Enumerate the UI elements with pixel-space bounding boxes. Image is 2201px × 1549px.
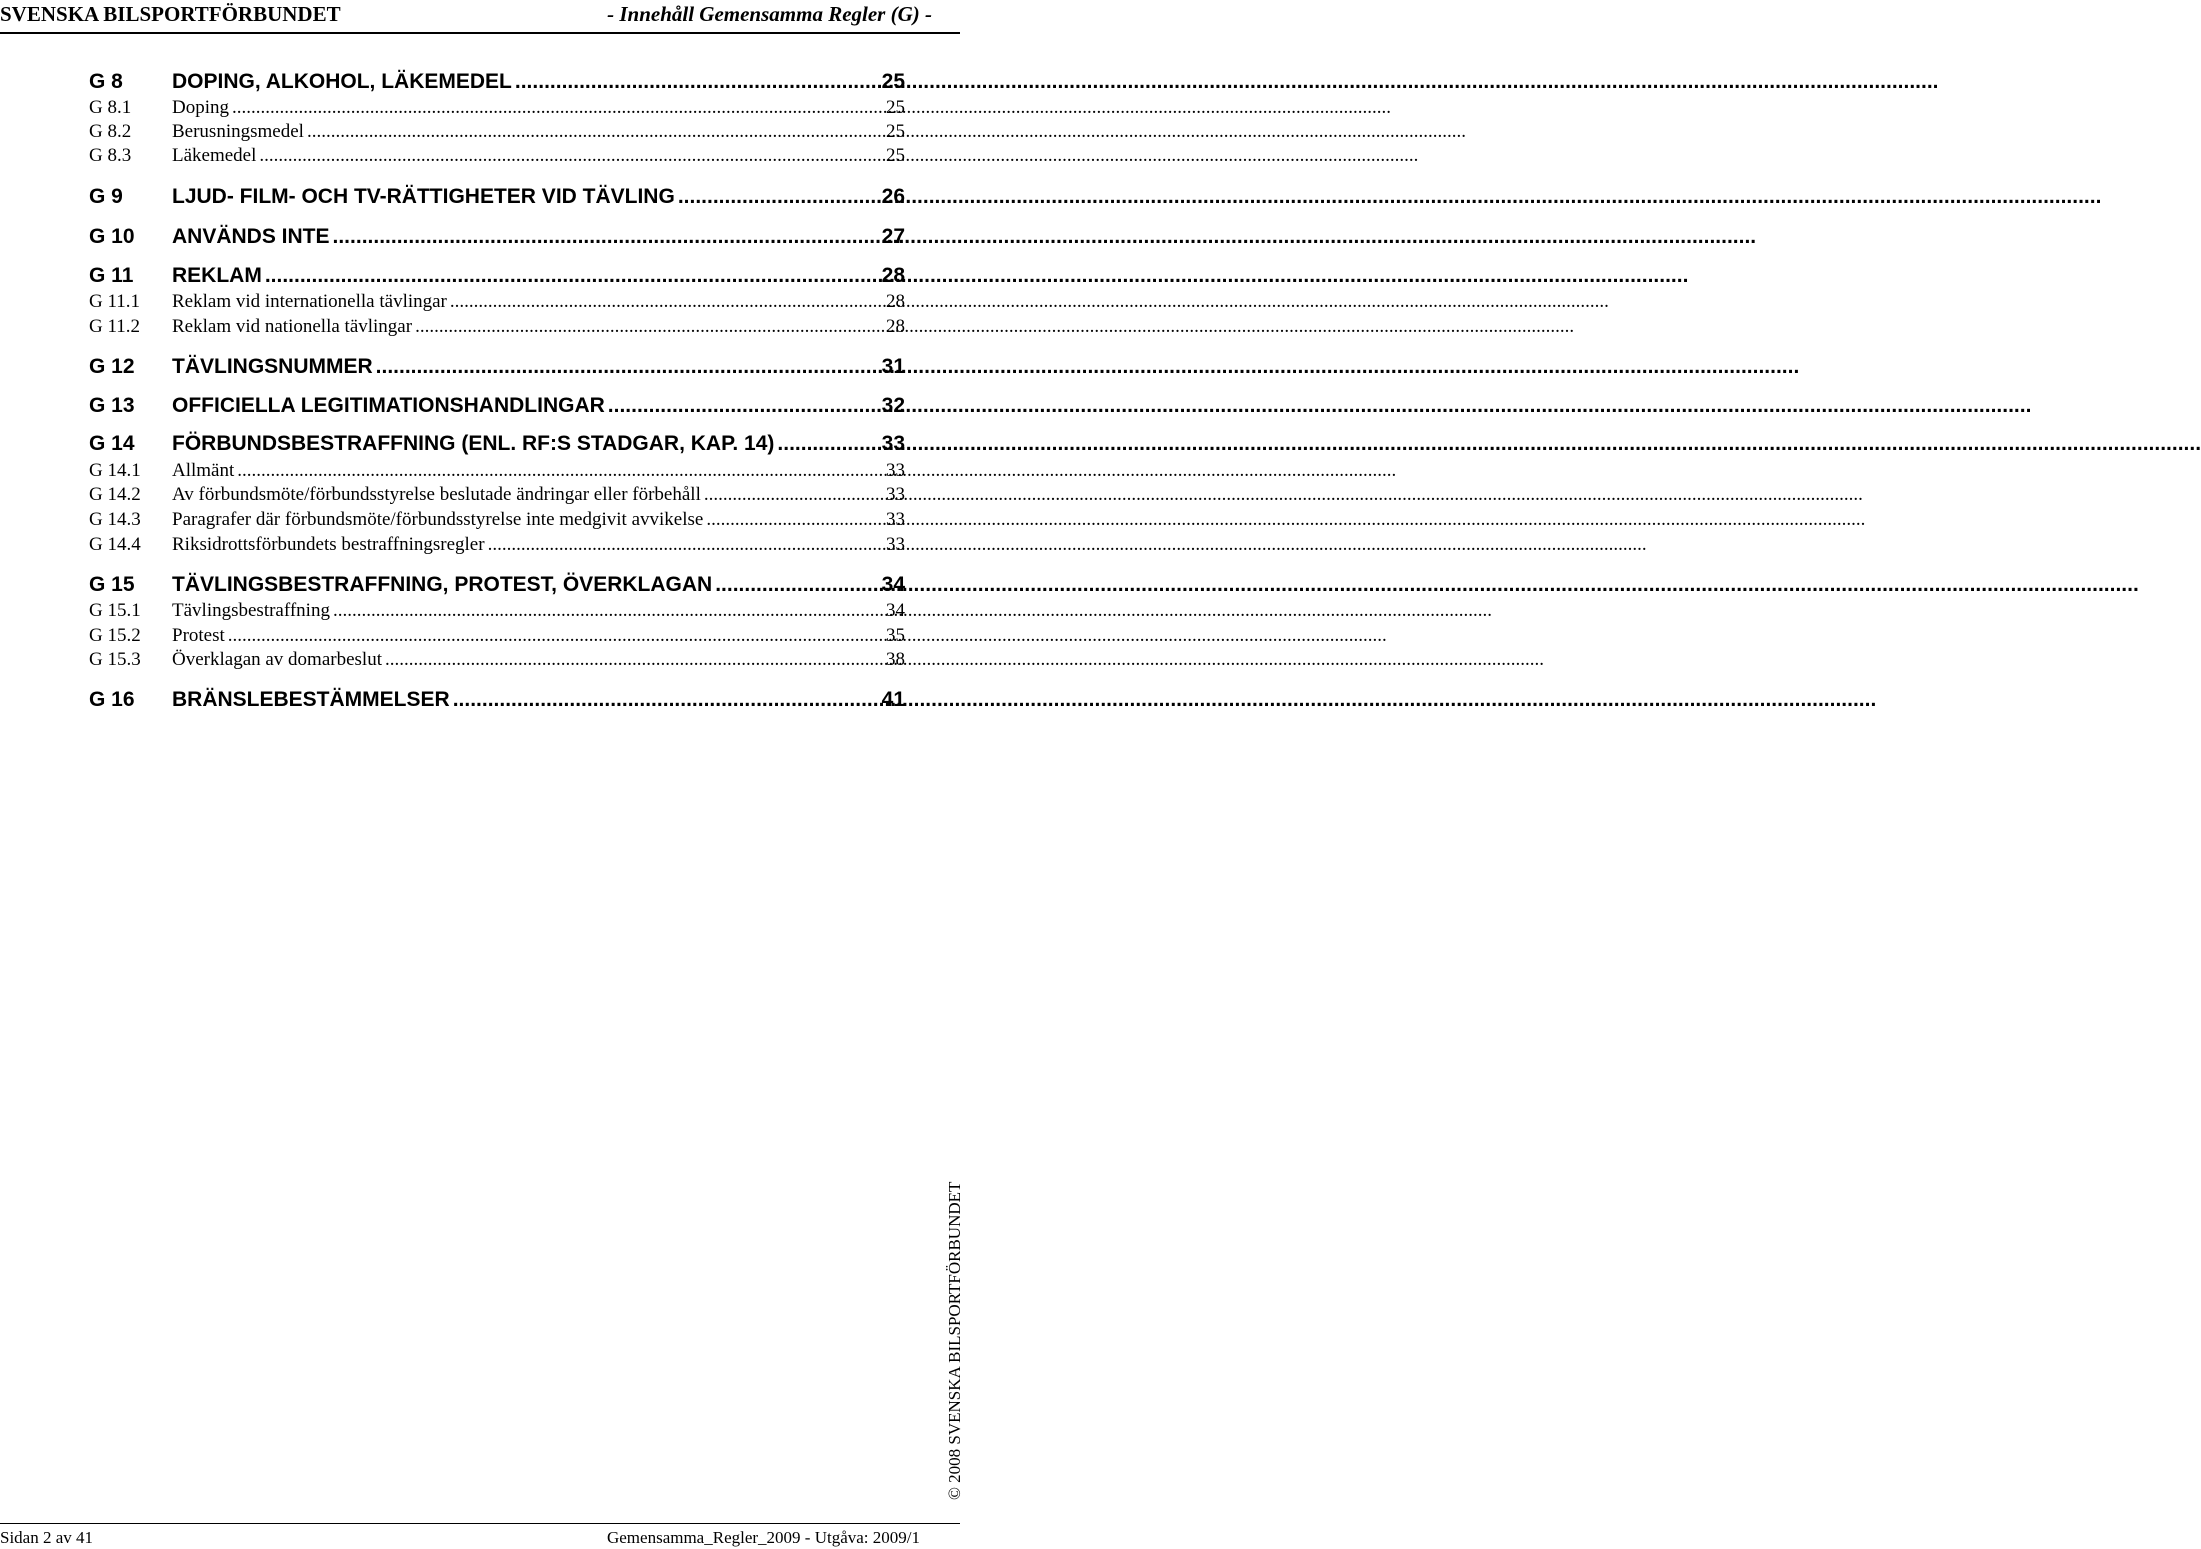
toc-entry-page: 41 (881, 688, 905, 711)
toc-leader-dots (777, 432, 878, 456)
toc-entry-page: 33 (886, 509, 905, 530)
toc-entry[interactable] (89, 97, 905, 119)
toc-entry[interactable] (89, 484, 905, 506)
toc-entry-page: 25 (886, 97, 905, 118)
toc-entry-number: G 14 (89, 432, 135, 455)
toc-leader-dots (453, 688, 879, 712)
header-section-title: - Innehåll Gemensamma Regler (G) - (607, 2, 932, 26)
toc-entry-number: G 15 (89, 573, 135, 596)
toc-entry-page: 33 (886, 534, 905, 555)
toc-entry[interactable] (89, 509, 905, 531)
toc-entry-page: 33 (881, 432, 905, 455)
toc-leader-dots (307, 121, 883, 143)
toc-entry-title: REKLAM (172, 264, 262, 287)
toc-entry[interactable] (89, 291, 905, 313)
toc-entry-title: DOPING, ALKOHOL, LÄKEMEDEL (172, 70, 512, 93)
header-organization: SVENSKA BILSPORTFÖRBUNDET (0, 2, 341, 26)
toc-entry-page: 34 (886, 600, 905, 621)
toc-entry-page: 28 (881, 264, 905, 287)
toc-entry-number: G 8 (89, 70, 123, 93)
toc-entry-page: 25 (886, 145, 905, 166)
toc-entry-page: 33 (886, 460, 905, 481)
toc-entry-number: G 15.2 (89, 625, 141, 646)
toc-entry[interactable] (89, 121, 905, 143)
toc-leader-dots (706, 509, 883, 531)
toc-entry[interactable] (89, 225, 905, 249)
toc-entry-title: BRÄNSLEBESTÄMMELSER (172, 688, 450, 711)
toc-entry[interactable] (89, 573, 905, 597)
toc-entry-number: G 14.2 (89, 484, 141, 505)
footer-document-version: Gemensamma_Regler_2009 - Utgåva: 2009/1 (606, 1528, 920, 1547)
toc-entry-number: G 12 (89, 355, 135, 378)
toc-entry[interactable] (89, 688, 905, 712)
toc-entry-number: G 13 (89, 394, 135, 417)
toc-entry[interactable] (89, 355, 905, 379)
toc-entry-title: FÖRBUNDSBESTRAFFNING (ENL. RF:S STADGAR, KAP. 14) (172, 432, 775, 455)
toc-entry-number: G 15.3 (89, 649, 141, 670)
toc-entry-page: 27 (881, 225, 905, 248)
toc-entry-page: 35 (886, 625, 905, 646)
toc-entry[interactable] (89, 316, 905, 338)
toc-entry-title: Paragrafer där förbundsmöte/förbundsstyrelse inte medgivit avvikelse (172, 509, 704, 530)
toc-entry-page: 25 (881, 70, 905, 93)
toc-entry-title: TÄVLINGSNUMMER (172, 355, 373, 378)
toc-entry[interactable] (89, 145, 905, 167)
toc-entry-number: G 11.1 (89, 291, 141, 312)
toc-entry-number: G 8.1 (89, 97, 132, 118)
toc-leader-dots (333, 600, 883, 622)
toc-entry-title: Överklagan av domarbeslut (172, 649, 382, 670)
toc-entry-number: G 8.3 (89, 145, 132, 166)
toc-entry-title: LJUD- FILM- OCH TV-RÄTTIGHETER VID TÄVLING (172, 185, 675, 208)
toc-leader-dots (376, 355, 879, 379)
footer-divider (0, 1523, 960, 1524)
toc-entry-title: Allmänt (172, 460, 235, 481)
toc-entry-page: 28 (886, 316, 905, 337)
toc-entry[interactable] (89, 394, 905, 418)
toc-entry-number: G 15.1 (89, 600, 141, 621)
footer-page-number: Sidan 2 av 41 (0, 1528, 94, 1547)
toc-entry-number: G 14.3 (89, 509, 141, 530)
toc-leader-dots (228, 625, 883, 647)
toc-leader-dots (608, 394, 879, 418)
toc-entry[interactable] (89, 185, 905, 209)
toc-entry[interactable] (89, 264, 905, 288)
toc-entry-title: Reklam vid internationella tävlingar (172, 291, 447, 312)
toc-leader-dots (265, 264, 879, 288)
toc-entry[interactable] (89, 534, 905, 556)
toc-leader-dots (704, 484, 883, 506)
toc-leader-dots (415, 316, 883, 338)
toc-entry-number: G 9 (89, 185, 123, 208)
toc-entry-page: 34 (881, 573, 905, 596)
toc-leader-dots (515, 70, 879, 94)
page-header (0, 0, 960, 34)
toc-entry[interactable] (89, 625, 905, 647)
toc-entry-number: G 8.2 (89, 121, 132, 142)
toc-entry[interactable] (89, 600, 905, 622)
toc-entry-number: G 14.4 (89, 534, 141, 555)
toc-leader-dots (488, 534, 883, 556)
copyright-vertical: © 2008 SVENSKA BILSPORTFÖRBUNDET (945, 1181, 964, 1500)
toc-leader-dots (450, 291, 883, 313)
toc-entry-page: 28 (886, 291, 905, 312)
toc-entry-page: 32 (881, 394, 905, 417)
toc-entry-page: 38 (886, 649, 905, 670)
toc-entry-title: TÄVLINGSBESTRAFFNING, PROTEST, ÖVERKLAGAN (172, 573, 713, 596)
toc-entry-title: OFFICIELLA LEGITIMATIONSHANDLINGAR (172, 394, 605, 417)
toc-leader-dots (232, 97, 883, 119)
toc-entry-number: G 11.2 (89, 316, 141, 337)
toc-entry-title: Läkemedel (172, 145, 257, 166)
toc-entry[interactable] (89, 460, 905, 482)
toc-entry-title: Av förbundsmöte/förbundsstyrelse beslutade ändringar eller förbehåll (172, 484, 701, 505)
toc-leader-dots (237, 460, 883, 482)
toc-entry-title: Berusningsmedel (172, 121, 304, 142)
toc-entry[interactable] (89, 432, 905, 456)
toc-entry-number: G 10 (89, 225, 135, 248)
toc-entry-page: 33 (886, 484, 905, 505)
toc-entry-title: Protest (172, 625, 225, 646)
toc-entry-number: G 16 (89, 688, 135, 711)
toc-leader-dots (259, 145, 883, 167)
toc-entry[interactable] (89, 649, 905, 671)
toc-entry-title: Tävlingsbestraffning (172, 600, 330, 621)
toc-entry-title: Doping (172, 97, 229, 118)
toc-entry-number: G 14.1 (89, 460, 141, 481)
toc-entry-number: G 11 (89, 264, 134, 287)
toc-entry-page: 31 (881, 355, 905, 378)
toc-leader-dots (333, 225, 879, 249)
toc-entry-title: Riksidrottsförbundets bestraffningsregler (172, 534, 485, 555)
toc-leader-dots (385, 649, 883, 671)
toc-entry-title: Reklam vid nationella tävlingar (172, 316, 413, 337)
toc-entry-title: ANVÄNDS INTE (172, 225, 330, 248)
toc-leader-dots (678, 185, 879, 209)
toc-entry[interactable] (89, 70, 905, 94)
toc-entry-page: 25 (886, 121, 905, 142)
toc-entry-page: 26 (881, 185, 905, 208)
toc-leader-dots (715, 573, 878, 597)
